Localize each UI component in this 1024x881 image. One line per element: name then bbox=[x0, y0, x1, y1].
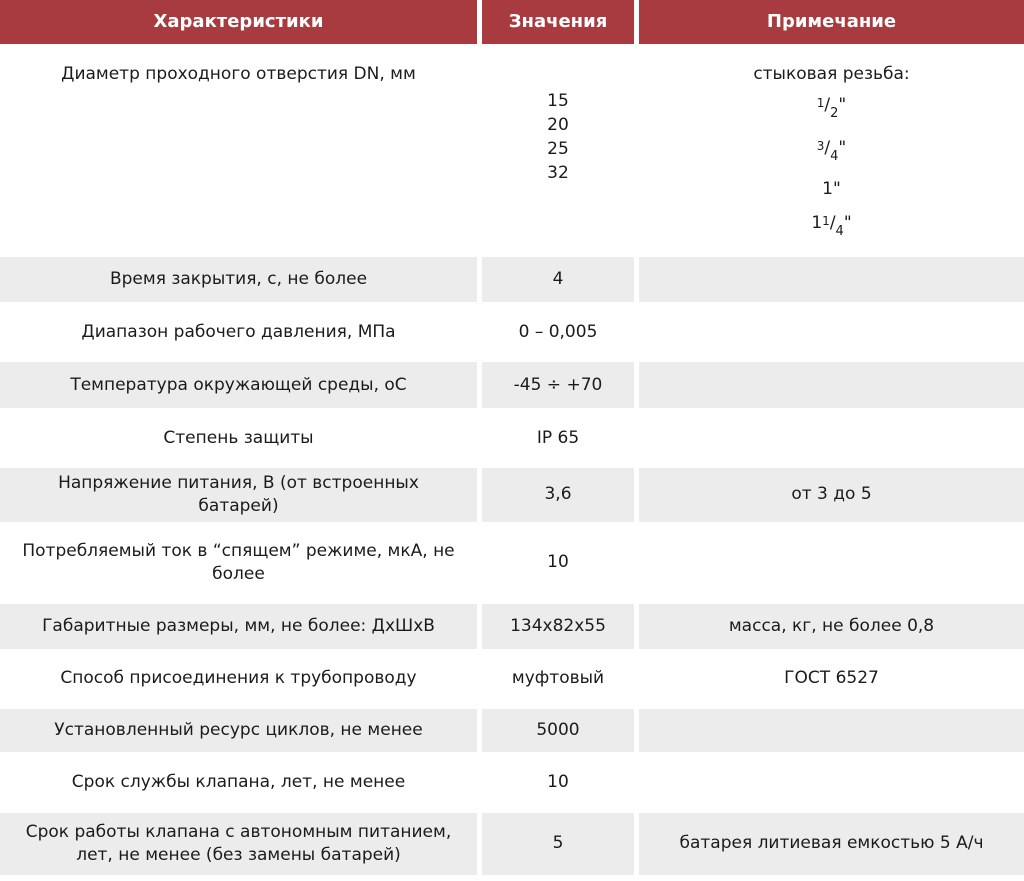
characteristic-cell: Диапазон рабочего давления, МПа bbox=[0, 307, 477, 357]
note-cell bbox=[639, 757, 1024, 808]
characteristic-cell: Напряжение питания, В (от встроенных батарей) bbox=[0, 468, 477, 522]
characteristic-cell: Температура окружающей среды, оС bbox=[0, 362, 477, 408]
thread-size-line: $^1/_2$" bbox=[816, 95, 847, 121]
note-cell bbox=[639, 709, 1024, 752]
value-cell: 5000 bbox=[482, 709, 634, 752]
value-cell: 5 bbox=[482, 813, 634, 875]
characteristic-cell: Срок работы клапана с автономным питанием, лет, не менее (без замены батарей) bbox=[0, 813, 477, 875]
dn-value-line: 32 bbox=[547, 163, 569, 183]
column-header-characteristics: Характеристики bbox=[0, 0, 477, 44]
note-cell bbox=[639, 413, 1024, 463]
value-cell: 10 bbox=[482, 757, 634, 808]
dn-value-line: 15 bbox=[547, 91, 569, 111]
value-cell: 4 bbox=[482, 257, 634, 302]
note-cell: масса, кг, не более 0,8 bbox=[639, 604, 1024, 649]
value-cell: 134x82x55 bbox=[482, 604, 634, 649]
value-cell: IP 65 bbox=[482, 413, 634, 463]
characteristic-cell: Габаритные размеры, мм, не более: ДхШхВ bbox=[0, 604, 477, 649]
thread-size-line: $1^1/_4$" bbox=[811, 213, 852, 239]
note-cell: от 3 до 5 bbox=[639, 468, 1024, 522]
value-cell: -45 ÷ +70 bbox=[482, 362, 634, 408]
characteristic-cell bbox=[0, 49, 477, 252]
thread-size-line: $^3/_4$" bbox=[816, 138, 847, 164]
dn-value-line: 20 bbox=[547, 115, 569, 135]
column-header-note: Примечание bbox=[639, 0, 1024, 44]
characteristic-cell: Установленный ресурс циклов, не менее bbox=[0, 709, 477, 752]
dn-value-line: 25 bbox=[547, 139, 569, 159]
value-cell: муфтовый bbox=[482, 654, 634, 704]
note-cell bbox=[639, 527, 1024, 599]
note-title: стыковая резьба: bbox=[753, 64, 910, 84]
note-cell: ГОСТ 6527 bbox=[639, 654, 1024, 704]
characteristic-cell: Степень защиты bbox=[0, 413, 477, 463]
value-cell bbox=[482, 49, 634, 252]
column-header-values: Значения bbox=[482, 0, 634, 44]
characteristic-cell: Потребляемый ток в “спящем” режиме, мкА, не более bbox=[0, 527, 477, 599]
note-cell bbox=[639, 257, 1024, 302]
thread-size-line: 1" bbox=[822, 179, 841, 199]
characteristic-text: Диаметр проходного отверстия DN, мм bbox=[61, 64, 416, 84]
value-cell: 3,6 bbox=[482, 468, 634, 522]
note-cell bbox=[639, 362, 1024, 408]
value-cell: 0 – 0,005 bbox=[482, 307, 634, 357]
note-cell bbox=[639, 49, 1024, 252]
characteristic-cell: Способ присоединения к трубопроводу bbox=[0, 654, 477, 704]
note-cell bbox=[639, 307, 1024, 357]
note-cell: батарея литиевая емкостью 5 А/ч bbox=[639, 813, 1024, 875]
characteristic-cell: Срок службы клапана, лет, не менее bbox=[0, 757, 477, 808]
characteristic-cell: Время закрытия, с, не более bbox=[0, 257, 477, 302]
value-cell: 10 bbox=[482, 527, 634, 599]
